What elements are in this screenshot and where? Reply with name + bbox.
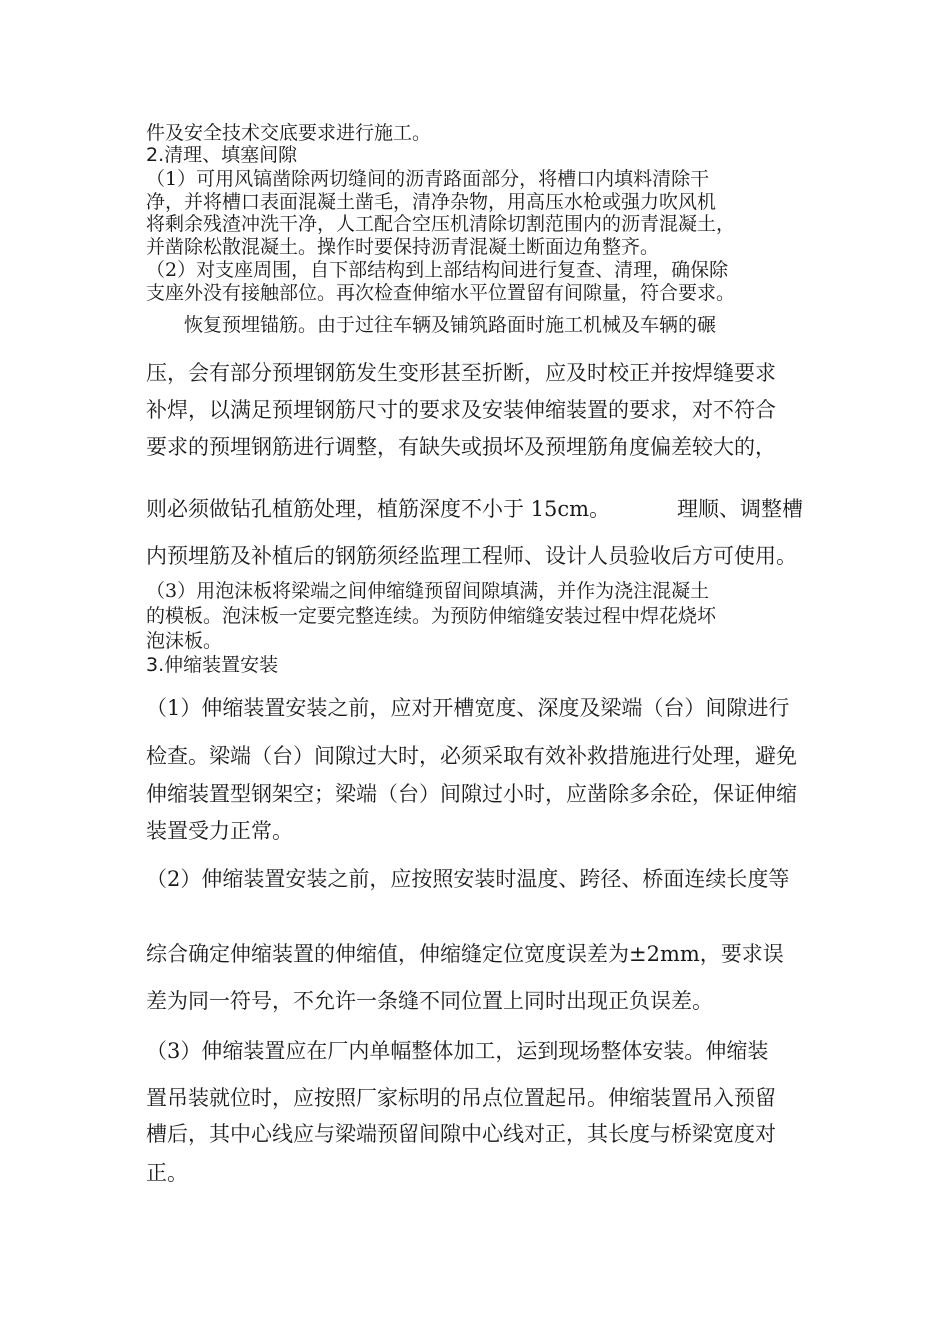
text-line: 要求的预埋钢筋进行调整，有缺失或损坏及预埋筋角度偏差较大的，: [146, 435, 776, 459]
text-line: 压，会有部分预埋钢筋发生变形甚至折断，应及时校正并按焊缝要求: [146, 361, 776, 385]
text-line: （2）伸缩装置安装之前，应按照安装时温度、跨径、桥面连续长度等: [146, 867, 790, 891]
text-line: 的模板。泡沫板一定要完整连续。为预防伸缩缝安装过程中焊花烧坏: [146, 605, 717, 627]
text-line: 置吊装就位时，应按照厂家标明的吊点位置起吊。伸缩装置吊入预留: [146, 1086, 776, 1110]
text-line: 理顺、调整槽: [677, 497, 803, 521]
text-line: 内预埋筋及补植后的钢筋须经监理工程师、设计人员验收后方可使用。: [146, 544, 797, 568]
text-line: 则必须做钻孔植筋处理，植筋深度不小于 15cm。: [146, 497, 611, 521]
text-line: 综合确定伸缩装置的伸缩值，伸缩缝定位宽度误差为±2mm，要求误: [146, 942, 784, 966]
text-line: 将剩余残渣冲洗干净，人工配合空压机清除切割范围内的沥青混凝土，: [146, 213, 736, 235]
text-line: 槽后，其中心线应与梁端预留间隙中心线对正，其长度与桥梁宽度对: [146, 1122, 776, 1146]
text-line: 恢复预埋锚筋。由于过往车辆及铺筑路面时施工机械及车辆的碾: [184, 314, 717, 336]
section-heading: 3.伸缩装置安装: [146, 654, 279, 676]
text-line: 检查。梁端（台）间隙过大时，必须采取有效补救措施进行处理，避免: [146, 744, 797, 768]
text-line: 支座外没有接触部位。再次检查伸缩水平位置留有间隙量，符合要求。: [146, 282, 736, 304]
text-line: （3）伸缩装置应在厂内单幅整体加工，运到现场整体安装。伸缩装: [146, 1039, 769, 1063]
section-heading: 2.清理、填塞间隙: [146, 144, 298, 166]
text-line: 差为同一符号，不允许一条缝不同位置上同时出现正负误差。: [146, 989, 713, 1013]
text-line: 装置受力正常。: [146, 819, 293, 843]
text-line: 净，并将槽口表面混凝土凿毛，清净杂物，用高压水枪或强力吹风机: [146, 191, 717, 213]
text-line: 伸缩装置型钢架空；梁端（台）间隙过小时，应凿除多余砼，保证伸缩: [146, 782, 797, 806]
text-line: （1）可用风镐凿除两切缝间的沥青路面部分，将槽口内填料清除干: [146, 168, 710, 190]
text-line: （2）对支座周围，自下部结构到上部结构间进行复查、清理，确保除: [146, 259, 729, 281]
text-line: 件及安全技术交底要求进行施工。: [146, 122, 432, 144]
text-line: （1）伸缩装置安装之前，应对开槽宽度、深度及梁端（台）间隙进行: [146, 696, 790, 720]
text-line: 补焊，以满足预埋钢筋尺寸的要求及安装伸缩装置的要求，对不符合: [146, 398, 776, 422]
text-line: （3）用泡沫板将梁端之间伸缩缝预留间隙填满，并作为浇注混凝土: [146, 580, 710, 602]
text-line: 泡沫板。: [146, 630, 223, 652]
text-line: 并凿除松散混凝土。操作时要保持沥青混凝土断面边角整齐。: [146, 236, 660, 258]
text-line: 正。: [146, 1161, 188, 1185]
